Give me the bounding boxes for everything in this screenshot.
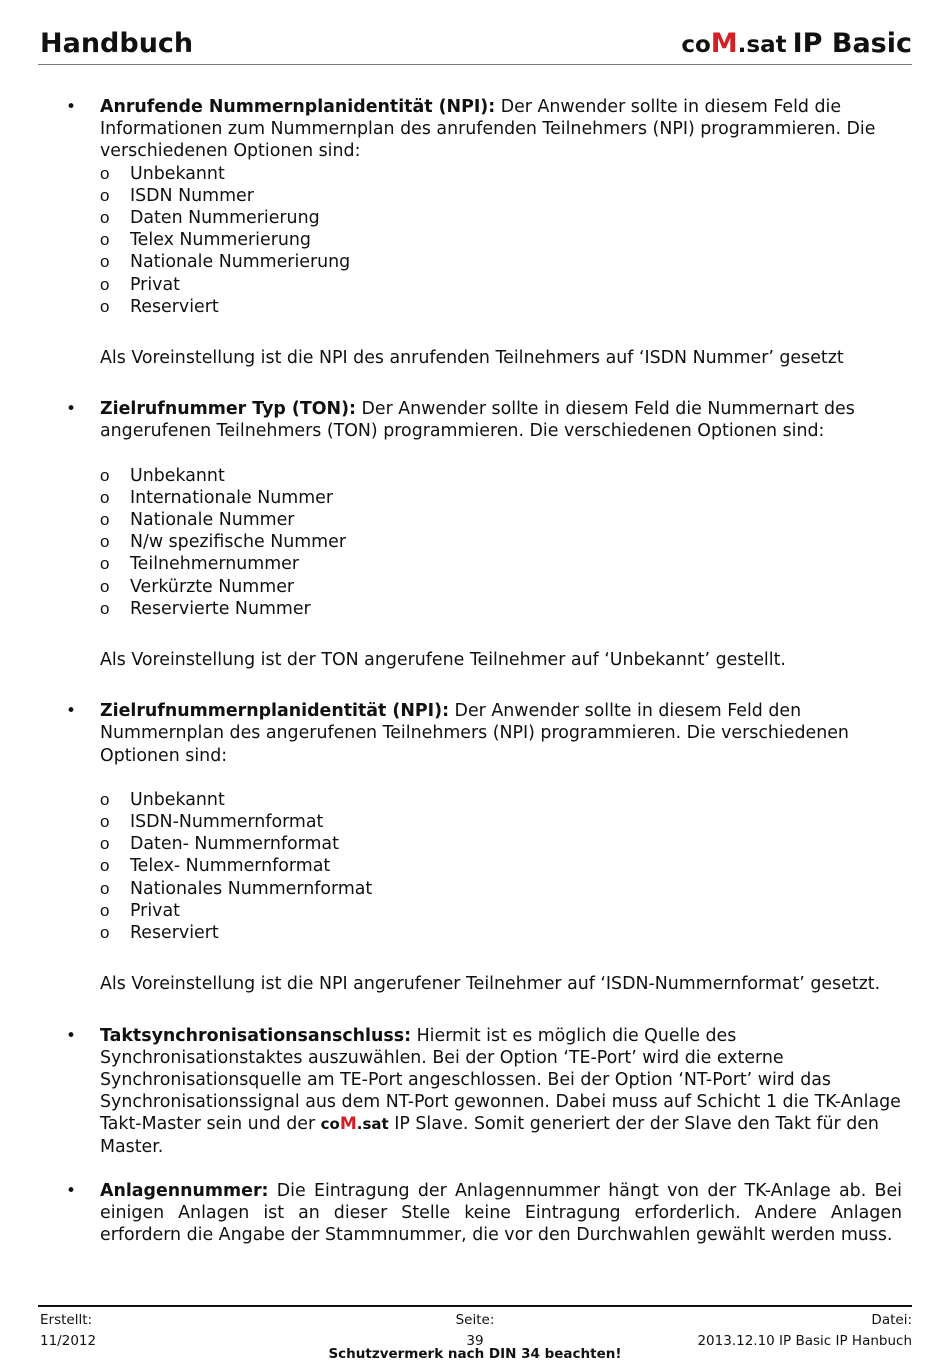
list-item: o Teilnehmernummer xyxy=(100,554,300,575)
list-item: o ISDN-Nummernformat xyxy=(100,812,324,833)
options-npi-calling xyxy=(62,163,902,318)
list-item: o Telex Nummerierung xyxy=(100,230,311,251)
inline-brand-logo: coM.sat xyxy=(320,1114,389,1135)
bullet-dot: • xyxy=(66,1025,77,1046)
footer-page-label: Seite: xyxy=(455,1312,495,1328)
term-npi-called: Zielrufnummernplanidentität (NPI): xyxy=(100,701,450,722)
options-npi-called xyxy=(62,789,902,944)
default-npi-calling: Als Voreinstellung ist die NPI des anrufenden Teilnehmers auf ‘ISDN Nummer’ gesetzt xyxy=(100,348,844,369)
footer-created-label: Erstellt: xyxy=(40,1312,93,1328)
bullet-dot: • xyxy=(66,1180,77,1201)
list-item: o Verkürzte Nummer xyxy=(100,576,295,597)
protection-notice: Schutzvermerk nach DIN 34 beachten! xyxy=(328,1346,622,1362)
bullet-ton-called xyxy=(62,398,902,442)
brand-sat: sat xyxy=(746,32,787,58)
footer-file-label: Datei: xyxy=(871,1312,912,1328)
page-header xyxy=(38,26,912,65)
text-npi-calling: Der Anwender sollte in diesem Feld die Informationen zum Nummernplan des anrufenden Teilnehmers (NPI) programmieren. Die verschiedenen Optionen sind: xyxy=(100,97,876,162)
list-item: o ISDN Nummer xyxy=(100,185,254,206)
list-item: o Daten Nummerierung xyxy=(100,208,320,229)
list-item: o Unbekannt xyxy=(100,465,225,486)
list-item: o Privat xyxy=(100,900,180,921)
list-item: o Unbekannt xyxy=(100,789,225,810)
text-npi-called: Der Anwender sollte in diesem Feld den Nummernplan des angerufenen Teilnehmers (NPI) programmieren. Die verschiedenen Optionen sind: xyxy=(100,701,849,766)
brand-co: co xyxy=(681,32,711,58)
text-clock-sync-a: Hiermit ist es möglich die Quelle des Synchronisationstaktes auszuwählen. Bei der Option ‘TE-Port’ wird die externe Synchronisationsquelle am TE-Port angeschlossen. Bei der Option ‘NT-Port’ wird das Synchronisationssignal aus dem NT-Port gewonnen. Dabei muss auf Schicht 1 die TK-Anlage Takt-Master sein und der xyxy=(100,1025,901,1135)
list-item: o Internationale Nummer xyxy=(100,487,333,508)
bullet-npi-called xyxy=(62,700,902,767)
default-npi-called: Als Voreinstellung ist die NPI angerufener Teilnehmer auf ‘ISDN-Nummernformat’ gesetzt. xyxy=(100,974,881,995)
bullet-clock-sync xyxy=(62,1025,902,1158)
list-item: o Nationales Nummernformat xyxy=(100,878,373,899)
term-clock-sync: Taktsynchronisationsanschluss: xyxy=(100,1025,412,1046)
footer-file-value: 2013.12.10 IP Basic IP Hanbuch xyxy=(697,1333,912,1349)
list-item: o N/w spezifische Nummer xyxy=(100,532,346,553)
footer-created-value: 11/2012 xyxy=(40,1333,97,1349)
document-body xyxy=(62,96,902,1246)
list-item: o Reserviert xyxy=(100,923,219,944)
list-item: o Nationale Nummerierung xyxy=(100,252,351,273)
brand-dot: . xyxy=(737,32,747,58)
list-item: o Reservierte Nummer xyxy=(100,598,311,619)
text-clock-sync-b: IP Slave. Somit generiert der der Slave den Takt für den Master. xyxy=(100,1114,879,1157)
text-system-number: Die Eintragung der Anlagennummer hängt von der TK-Anlage ab. Bei einigen Anlagen ist an dieser Stelle keine Eintragung erforderlich. Andere Anlagen erfordern die Angabe der Stammnummer, die vor den Durchwahlen gewählt werden muss. xyxy=(100,1180,902,1246)
bullet-dot: • xyxy=(66,97,77,117)
default-ton-called: Als Voreinstellung ist der TON angerufene Teilnehmer auf ‘Unbekannt’ gestellt. xyxy=(100,650,786,671)
brand-m: M xyxy=(710,28,738,59)
bullet-npi-calling xyxy=(62,96,902,163)
brand-product: IP Basic xyxy=(792,28,912,59)
brand-logo xyxy=(681,28,912,59)
term-npi-calling: Anrufende Nummernplanidentität (NPI): xyxy=(100,97,496,117)
bullet-dot: • xyxy=(66,701,77,722)
list-item: o Telex- Nummernformat xyxy=(100,856,331,877)
options-ton-called xyxy=(62,465,902,620)
list-item: o Daten- Nummernformat xyxy=(100,834,339,855)
header-title: Handbuch xyxy=(40,28,194,59)
bullet-system-number xyxy=(62,1180,902,1247)
footer-divider xyxy=(38,1305,912,1307)
text-ton-called: Der Anwender sollte in diesem Feld die Nummernart des angerufenen Teilnehmers (TON) programmieren. Die verschiedenen Optionen sind: xyxy=(100,399,855,442)
footer-page-value: 39 xyxy=(466,1333,484,1349)
list-item: o Nationale Nummer xyxy=(100,510,295,531)
bullet-dot: • xyxy=(66,399,77,420)
list-item: o Unbekannt xyxy=(100,163,225,184)
list-item: o Privat xyxy=(100,274,180,295)
list-item: o Reserviert xyxy=(100,296,219,317)
term-system-number: Anlagennummer: xyxy=(100,1180,269,1201)
term-ton-called: Zielrufnummer Typ (TON): xyxy=(100,399,356,420)
